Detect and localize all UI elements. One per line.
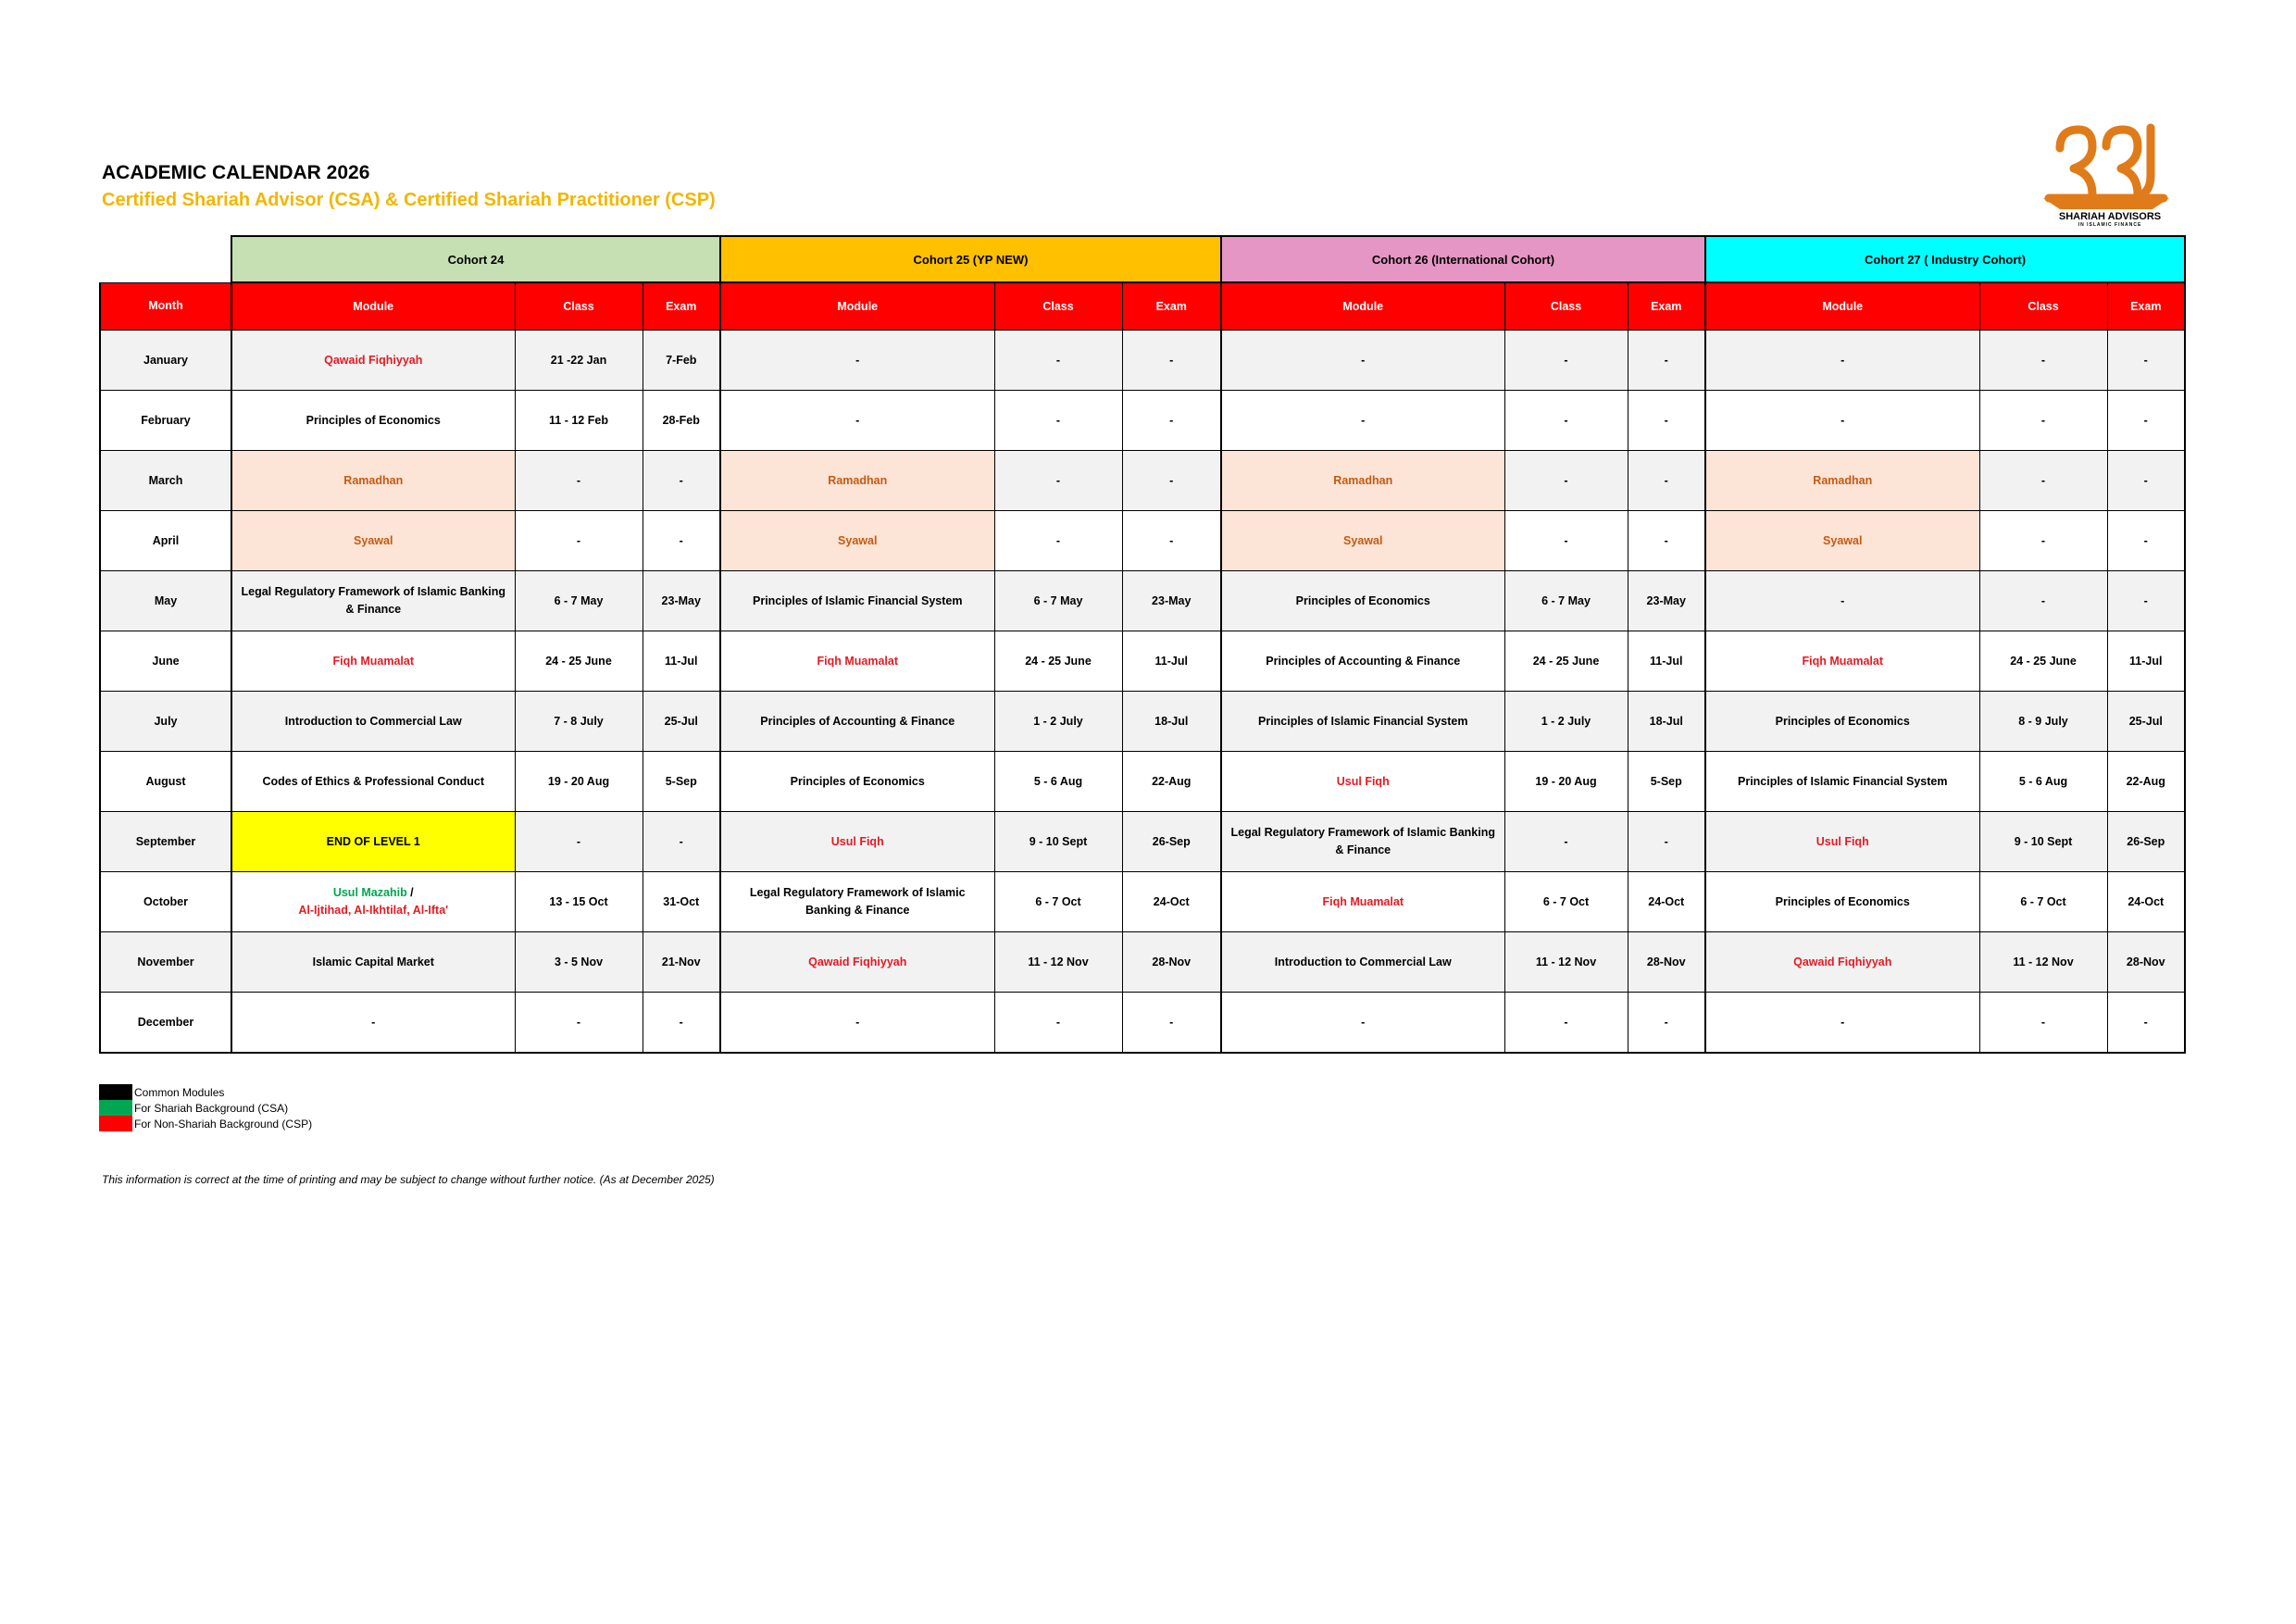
module-cell: Fiqh Muamalat	[1221, 872, 1504, 932]
exam-date-cell: 23-May	[1628, 571, 1705, 631]
table-row	[100, 872, 2185, 932]
exam-date-cell: 31-Oct	[643, 872, 720, 932]
table-row	[100, 571, 2185, 631]
table-row	[100, 993, 2185, 1054]
module-cell: Codes of Ethics & Professional Conduct	[231, 752, 515, 812]
exam-date-cell: 21-Nov	[643, 932, 720, 993]
column-header-module: Module	[1221, 282, 1504, 331]
class-date-cell: 11 - 12 Nov	[1979, 932, 2107, 993]
logo-text	[2053, 206, 2166, 228]
class-date-cell: -	[994, 511, 1122, 571]
month-cell: January	[100, 331, 231, 391]
legend	[99, 1084, 312, 1131]
column-header-month: Month	[100, 282, 231, 331]
module-cell: Syawal	[231, 511, 515, 571]
exam-date-cell: -	[2107, 993, 2185, 1054]
month-cell: April	[100, 511, 231, 571]
exam-date-cell: 26-Sep	[1122, 812, 1221, 872]
module-cell: Legal Regulatory Framework of Islamic Banking & Finance	[1221, 812, 1504, 872]
module-cell: Syawal	[720, 511, 994, 571]
class-date-cell: -	[515, 451, 643, 511]
table-row	[100, 752, 2185, 812]
module-cell: END OF LEVEL 1	[231, 812, 515, 872]
exam-date-cell: -	[2107, 451, 2185, 511]
module-cell: Usul Fiqh	[1705, 812, 1979, 872]
exam-date-cell: 11-Jul	[1122, 631, 1221, 692]
class-date-cell: -	[1504, 331, 1628, 391]
exam-date-cell: 28-Nov	[1628, 932, 1705, 993]
cohort-header: Cohort 27 ( Industry Cohort)	[1705, 236, 2185, 282]
table-row	[100, 331, 2185, 391]
module-cell: Qawaid Fiqhiyyah	[231, 331, 515, 391]
module-cell: -	[1221, 391, 1504, 451]
exam-date-cell: 28-Nov	[2107, 932, 2185, 993]
class-date-cell: 1 - 2 July	[994, 692, 1122, 752]
class-date-cell: -	[994, 391, 1122, 451]
cohort-header: Cohort 24	[231, 236, 720, 282]
class-date-cell: 11 - 12 Nov	[994, 932, 1122, 993]
exam-date-cell: -	[1122, 993, 1221, 1054]
cohort-header-blank	[100, 236, 231, 282]
class-date-cell: -	[1979, 571, 2107, 631]
module-cell: Fiqh Muamalat	[1705, 631, 1979, 692]
class-date-cell: 1 - 2 July	[1504, 692, 1628, 752]
column-header-exam: Exam	[1122, 282, 1221, 331]
exam-date-cell: -	[2107, 331, 2185, 391]
month-cell: July	[100, 692, 231, 752]
class-date-cell: 19 - 20 Aug	[515, 752, 643, 812]
module-cell: Principles of Economics	[1705, 692, 1979, 752]
column-header-class: Class	[1504, 282, 1628, 331]
exam-date-cell: 18-Jul	[1122, 692, 1221, 752]
exam-date-cell: -	[1122, 391, 1221, 451]
exam-date-cell: -	[1628, 812, 1705, 872]
month-cell: February	[100, 391, 231, 451]
column-header-row	[100, 282, 2185, 331]
column-header-module: Module	[1705, 282, 1979, 331]
exam-date-cell: 25-Jul	[643, 692, 720, 752]
class-date-cell: -	[1504, 812, 1628, 872]
exam-date-cell: 28-Feb	[643, 391, 720, 451]
module-cell: Qawaid Fiqhiyyah	[1705, 932, 1979, 993]
module-cell: -	[1221, 993, 1504, 1054]
page-subtitle: Certified Shariah Advisor (CSA) & Certified Shariah Practitioner (CSP)	[102, 190, 716, 210]
class-date-cell: 6 - 7 May	[994, 571, 1122, 631]
month-cell: November	[100, 932, 231, 993]
legend-item-common	[99, 1084, 312, 1100]
class-date-cell: -	[515, 993, 643, 1054]
class-date-cell: 11 - 12 Nov	[1504, 932, 1628, 993]
module-cell: Principles of Islamic Financial System	[1705, 752, 1979, 812]
module-cell: Principles of Islamic Financial System	[1221, 692, 1504, 752]
class-date-cell: -	[1979, 331, 2107, 391]
class-date-cell: -	[994, 993, 1122, 1054]
module-cell: Introduction to Commercial Law	[1221, 932, 1504, 993]
module-cell: Principles of Economics	[1221, 571, 1504, 631]
legend-item-csa	[99, 1100, 312, 1116]
column-header-exam: Exam	[643, 282, 720, 331]
month-cell: March	[100, 451, 231, 511]
exam-date-cell: -	[1628, 331, 1705, 391]
exam-date-cell: 7-Feb	[643, 331, 720, 391]
class-date-cell: -	[1504, 993, 1628, 1054]
exam-date-cell: 28-Nov	[1122, 932, 1221, 993]
table-row	[100, 812, 2185, 872]
module-cell: Ramadhan	[720, 451, 994, 511]
module-cell: Principles of Accounting & Finance	[720, 692, 994, 752]
module-cell: Principles of Economics	[231, 391, 515, 451]
table-row	[100, 631, 2185, 692]
class-date-cell: -	[1504, 451, 1628, 511]
exam-date-cell: 22-Aug	[1122, 752, 1221, 812]
class-date-cell: 6 - 7 May	[1504, 571, 1628, 631]
disclaimer-footnote: This information is correct at the time of printing and may be subject to change without further notice. (As at December 2025)	[102, 1173, 715, 1186]
academic-calendar-table	[99, 235, 2186, 1054]
class-date-cell: -	[515, 812, 643, 872]
exam-date-cell: -	[1628, 391, 1705, 451]
exam-date-cell: -	[2107, 511, 2185, 571]
month-cell: October	[100, 872, 231, 932]
month-cell: August	[100, 752, 231, 812]
legend-label: Common Modules	[134, 1085, 225, 1099]
exam-date-cell: 18-Jul	[1628, 692, 1705, 752]
class-date-cell: 6 - 7 Oct	[1979, 872, 2107, 932]
legend-label: For Shariah Background (CSA)	[134, 1101, 289, 1115]
class-date-cell: 3 - 5 Nov	[515, 932, 643, 993]
month-cell: June	[100, 631, 231, 692]
module-cell: -	[720, 331, 994, 391]
module-cell	[231, 872, 515, 932]
class-date-cell: 24 - 25 June	[1979, 631, 2107, 692]
class-date-cell: 24 - 25 June	[515, 631, 643, 692]
exam-date-cell: -	[2107, 391, 2185, 451]
column-header-class: Class	[1979, 282, 2107, 331]
exam-date-cell: -	[1628, 511, 1705, 571]
legend-swatch	[99, 1084, 132, 1100]
exam-date-cell: 23-May	[1122, 571, 1221, 631]
cohort-header-row	[100, 236, 2185, 282]
class-date-cell: 7 - 8 July	[515, 692, 643, 752]
module-cell: -	[231, 993, 515, 1054]
table-row	[100, 692, 2185, 752]
column-header-module: Module	[720, 282, 994, 331]
module-cell: Ramadhan	[1705, 451, 1979, 511]
module-cell: -	[720, 391, 994, 451]
logo-line-2: SHARIAH ADVISORS	[2058, 211, 2162, 222]
page-title: ACADEMIC CALENDAR 2026	[102, 162, 370, 183]
class-date-cell: 13 - 15 Oct	[515, 872, 643, 932]
module-cell: Qawaid Fiqhiyyah	[720, 932, 994, 993]
exam-date-cell: 11-Jul	[1628, 631, 1705, 692]
module-cell: Fiqh Muamalat	[231, 631, 515, 692]
legend-label: For Non-Shariah Background (CSP)	[134, 1117, 313, 1131]
module-cell: Principles of Islamic Financial System	[720, 571, 994, 631]
class-date-cell: 6 - 7 Oct	[994, 872, 1122, 932]
exam-date-cell: 11-Jul	[2107, 631, 2185, 692]
cohort-header: Cohort 25 (YP NEW)	[720, 236, 1221, 282]
class-date-cell: -	[1504, 391, 1628, 451]
class-date-cell: 5 - 6 Aug	[994, 752, 1122, 812]
module-cell: Fiqh Muamalat	[720, 631, 994, 692]
module-cell: -	[1705, 571, 1979, 631]
module-cell: Usul Fiqh	[720, 812, 994, 872]
module-cell: Principles of Accounting & Finance	[1221, 631, 1504, 692]
exam-date-cell: -	[1122, 511, 1221, 571]
month-cell: December	[100, 993, 231, 1054]
module-name-csp: Al-Ijtihad, Al-Ikhtilaf, Al-Ifta'	[298, 904, 449, 917]
module-name-csa: Usul Mazahib	[332, 886, 407, 899]
logo-line-3: IN ISLAMIC FINANCE	[2078, 222, 2142, 228]
exam-date-cell: -	[1628, 451, 1705, 511]
exam-date-cell: -	[1122, 451, 1221, 511]
legend-swatch	[99, 1116, 132, 1131]
table-row	[100, 932, 2185, 993]
class-date-cell: 11 - 12 Feb	[515, 391, 643, 451]
class-date-cell: -	[1979, 391, 2107, 451]
exam-date-cell: 26-Sep	[2107, 812, 2185, 872]
exam-date-cell: 24-Oct	[1628, 872, 1705, 932]
column-header-class: Class	[515, 282, 643, 331]
column-header-module: Module	[231, 282, 515, 331]
module-cell: Islamic Capital Market	[231, 932, 515, 993]
exam-date-cell: -	[1628, 993, 1705, 1054]
table-row	[100, 511, 2185, 571]
module-cell: -	[1221, 331, 1504, 391]
exam-date-cell: 11-Jul	[643, 631, 720, 692]
table-row	[100, 451, 2185, 511]
exam-date-cell: -	[643, 993, 720, 1054]
month-cell: September	[100, 812, 231, 872]
column-header-class: Class	[994, 282, 1122, 331]
exam-date-cell: 5-Sep	[643, 752, 720, 812]
module-separator: /	[406, 886, 414, 899]
exam-date-cell: -	[1122, 331, 1221, 391]
exam-date-cell: 24-Oct	[1122, 872, 1221, 932]
module-cell: Principles of Economics	[1705, 872, 1979, 932]
exam-date-cell: 24-Oct	[2107, 872, 2185, 932]
module-cell: -	[720, 993, 994, 1054]
class-date-cell: 8 - 9 July	[1979, 692, 2107, 752]
exam-date-cell: 23-May	[643, 571, 720, 631]
module-cell: Legal Regulatory Framework of Islamic Banking & Finance	[231, 571, 515, 631]
class-date-cell: 9 - 10 Sept	[1979, 812, 2107, 872]
module-cell: -	[1705, 331, 1979, 391]
exam-date-cell: -	[2107, 571, 2185, 631]
class-date-cell: 6 - 7 Oct	[1504, 872, 1628, 932]
class-date-cell: 21 -22 Jan	[515, 331, 643, 391]
exam-date-cell: 5-Sep	[1628, 752, 1705, 812]
logo-line-1: ASSOCIATION OF	[2079, 206, 2140, 211]
exam-date-cell: -	[643, 812, 720, 872]
module-cell: -	[1705, 993, 1979, 1054]
module-cell: Ramadhan	[1221, 451, 1504, 511]
class-date-cell: 6 - 7 May	[515, 571, 643, 631]
class-date-cell: -	[1504, 511, 1628, 571]
class-date-cell: -	[1979, 993, 2107, 1054]
class-date-cell: 9 - 10 Sept	[994, 812, 1122, 872]
module-cell: Ramadhan	[231, 451, 515, 511]
module-cell: Legal Regulatory Framework of Islamic Banking & Finance	[720, 872, 994, 932]
table-row	[100, 391, 2185, 451]
legend-swatch	[99, 1100, 132, 1116]
class-date-cell: -	[994, 451, 1122, 511]
exam-date-cell: -	[643, 511, 720, 571]
column-header-exam: Exam	[1628, 282, 1705, 331]
module-cell: Syawal	[1221, 511, 1504, 571]
exam-date-cell: 22-Aug	[2107, 752, 2185, 812]
month-cell: May	[100, 571, 231, 631]
module-cell: Usul Fiqh	[1221, 752, 1504, 812]
class-date-cell: -	[515, 511, 643, 571]
exam-date-cell: -	[643, 451, 720, 511]
cohort-header: Cohort 26 (International Cohort)	[1221, 236, 1705, 282]
class-date-cell: 5 - 6 Aug	[1979, 752, 2107, 812]
module-cell: Principles of Economics	[720, 752, 994, 812]
module-cell: Syawal	[1705, 511, 1979, 571]
class-date-cell: 24 - 25 June	[1504, 631, 1628, 692]
exam-date-cell: 25-Jul	[2107, 692, 2185, 752]
class-date-cell: 19 - 20 Aug	[1504, 752, 1628, 812]
class-date-cell: -	[994, 331, 1122, 391]
legend-item-csp	[99, 1116, 312, 1131]
module-cell: -	[1705, 391, 1979, 451]
class-date-cell: -	[1979, 511, 2107, 571]
class-date-cell: 24 - 25 June	[994, 631, 1122, 692]
module-cell: Introduction to Commercial Law	[231, 692, 515, 752]
class-date-cell: -	[1979, 451, 2107, 511]
column-header-exam: Exam	[2107, 282, 2185, 331]
